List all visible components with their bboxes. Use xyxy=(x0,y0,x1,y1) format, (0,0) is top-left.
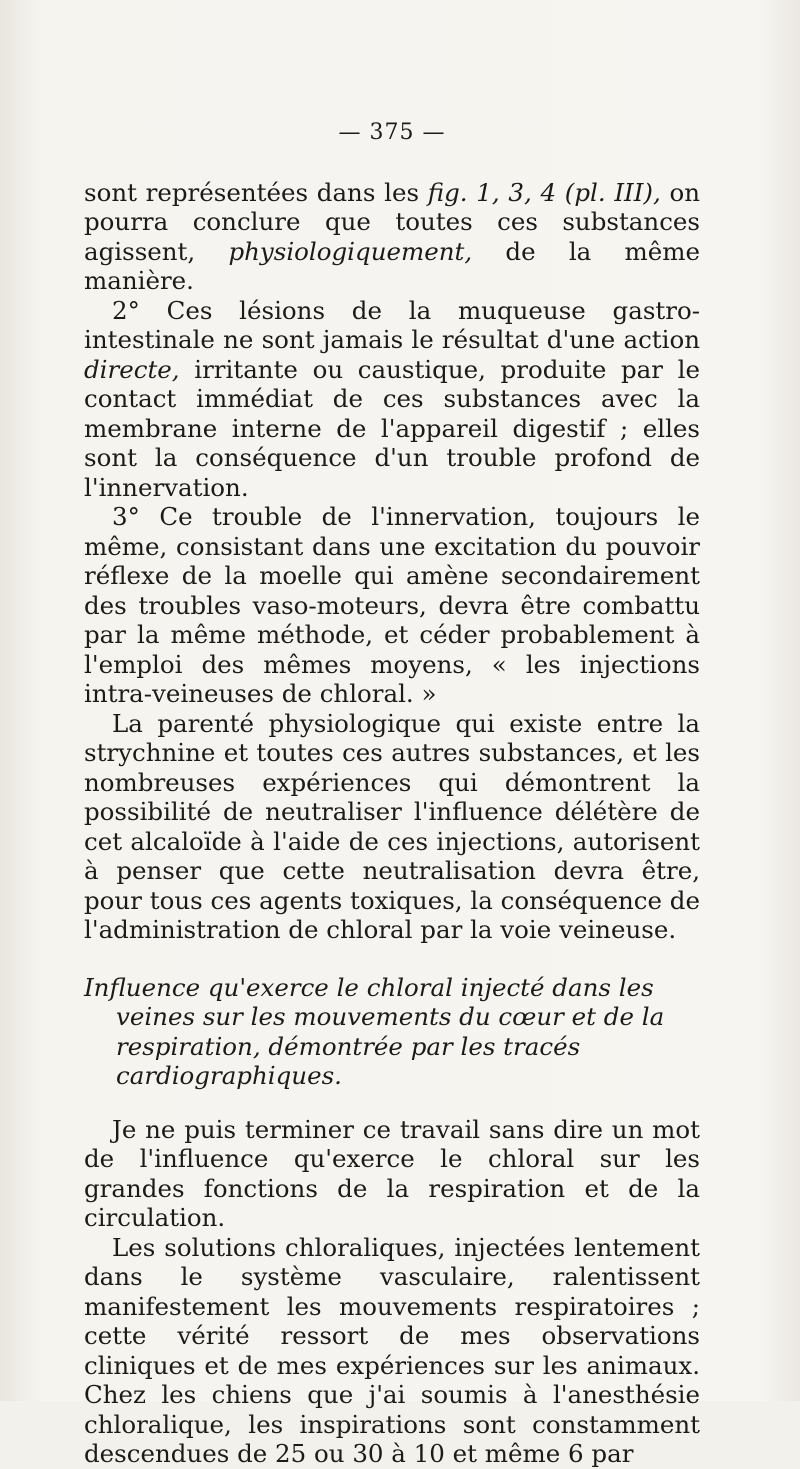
paragraph-3: 3° Ce trouble de l'innervation, toujours le même, consistant dans une excitation du pouvoir réflexe de la moelle qui amène secondairement des troubles vaso-moteurs, devra être combattu par la même méthode, et céder probablement à l'emploi des mêmes moyens, « les injections intra-veineuses de chloral. » xyxy=(84,502,700,708)
paragraph-2-emphasis: directe, xyxy=(84,354,180,384)
paragraph-1-text-c: de la même manière. xyxy=(84,236,700,295)
paragraph-1-text-b: on pourra conclure que toutes ces substances agissent, xyxy=(84,177,700,266)
page-text xyxy=(84,118,700,1469)
paragraph-2 xyxy=(84,296,700,503)
paragraph-2-text-a: 2° Ces lésions de la muqueuse gastro-intestinale ne sont jamais le résultat d'une action xyxy=(84,295,700,354)
section-heading: Influence qu'exerce le chloral injecté dans les veines sur les mouvements du cœur et de la respiration, démontrée par les tracés cardiographiques. xyxy=(84,972,665,1090)
paragraph-2-text-b: irritante ou caustique, produite par le contact immédiat de ces substances avec la membrane interne de l'appareil digestif ; elles sont la conséquence d'un trouble profond de l'innervation. xyxy=(84,354,700,502)
paragraph-1-figure-ref: fig. 1, 3, 4 (pl. III), xyxy=(427,177,661,207)
page-number: — 375 — xyxy=(338,120,446,145)
paragraph-5: Je ne puis terminer ce travail sans dire un mot de l'influence qu'exerce le chloral sur les grandes fonctions de la respiration et de la circulation. xyxy=(84,1114,700,1232)
paragraph-1-emphasis: physiologiquement, xyxy=(228,236,473,266)
paragraph-1-text-a: sont représentées dans les xyxy=(84,177,428,207)
paragraph-4: La parenté physiologique qui existe entre la strychnine et toutes ces autres substances, et les nombreuses expériences qui démontrent la possibilité de neutraliser l'influence délétère de cet alcaloïde à l'aide de ces injections, autorisent à penser que cette neutralisation devra être, pour tous ces agents toxiques, la conséquence de l'administration de chloral par la voie veineuse. xyxy=(84,708,700,944)
paragraph-1 xyxy=(84,178,700,296)
paragraph-6: Les solutions chloraliques, injectées lentement dans le système vasculaire, ralentissent manifestement les mouvements respiratoires ; cette vérité ressort de mes observations cliniques et de mes expériences sur les animaux. Chez les chiens que j'ai soumis à l'anesthésie chloralique, les inspirations sont constamment descendues de 25 ou 30 à 10 et même 6 par xyxy=(84,1232,700,1468)
